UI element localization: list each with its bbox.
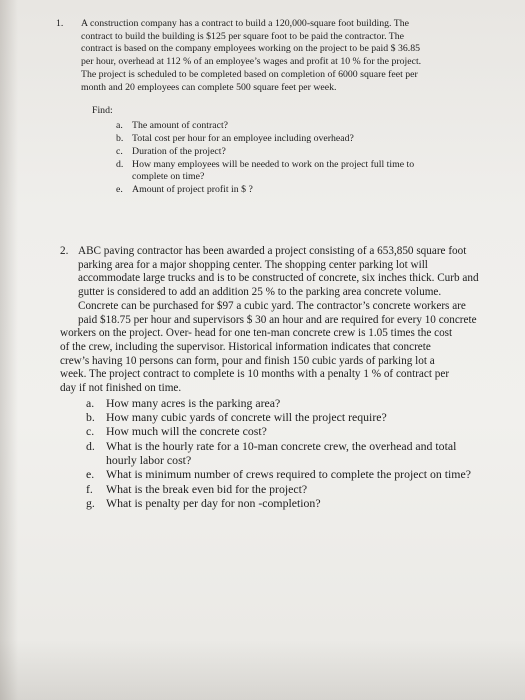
problem-2-line xyxy=(60,245,512,259)
question-item xyxy=(86,439,512,468)
problem-1-text-line: The project is scheduled to be completed based on completion of 6000 square feet per xyxy=(81,68,418,80)
problem-2-text-line: crew’s having 10 persons can form, pour and finish 150 cubic yards of parking lot a xyxy=(60,354,435,367)
question-item xyxy=(116,146,488,159)
problem-2-text-line: workers on the project. Over- head for one ten-man concrete crew is 1.05 times the cost xyxy=(60,327,453,340)
question-item xyxy=(116,120,488,133)
problem-2-text-line: day if not finished on time. xyxy=(60,382,182,395)
question-letter: b. xyxy=(116,133,124,145)
question-item xyxy=(116,184,488,197)
problem-1-text-line: per hour, overhead at 112 % of an employee’s wages and profit at 10 % for the project. xyxy=(81,56,422,68)
question-item xyxy=(86,396,512,410)
page-shadow-bottom xyxy=(0,640,525,700)
question-letter: e. xyxy=(116,184,123,196)
problem-1-text-line: month and 20 employees can complete 500 square feet per week. xyxy=(81,81,337,93)
question-letter: b. xyxy=(86,410,95,425)
question-letter: d. xyxy=(116,158,124,170)
question-text: What is the break even bid for the project? xyxy=(106,481,308,496)
question-text-continued: hourly labor cost? xyxy=(106,452,192,467)
question-text: Amount of project profit in $ ? xyxy=(132,184,253,196)
problem-2-text-line: week. The project contract to complete is 10 months with a penalty 1 % of contract per xyxy=(60,368,450,381)
question-text: How much will the concrete cost? xyxy=(106,424,267,439)
problem-1-number: 1. xyxy=(56,18,64,29)
question-item xyxy=(86,482,512,496)
question-letter: e. xyxy=(86,467,95,482)
question-text: What is the hourly rate for a 10-man concrete crew, the overhead and total xyxy=(106,438,457,453)
question-item xyxy=(116,159,488,185)
question-text: How many employees will be needed to work on the project full time to xyxy=(132,158,415,170)
problem-1-text-line: contract to build the building is $125 per square foot to be paid the contractor. The xyxy=(81,30,405,42)
problem-1-text-line: contract is based on the company employees working on the project to be paid $ 36.85 xyxy=(81,43,420,55)
question-text: Total cost per hour for an employee including overhead? xyxy=(132,133,354,145)
problem-2-text-line: gutter is considered to add an addition 25 % to the parking area concrete volume. xyxy=(78,286,442,299)
question-item xyxy=(86,424,512,438)
question-item xyxy=(116,133,488,146)
find-label: Find: xyxy=(92,105,113,117)
problem-2-text-line: accommodate large trucks and is to be constructed of concrete, six inches thick. Curb and xyxy=(78,272,479,285)
question-text-continued: complete on time? xyxy=(132,171,205,183)
problem-2-text-line: of the crew, including the supervisor. Historical information indicates that concrete xyxy=(60,340,431,353)
question-letter: g. xyxy=(86,495,95,510)
question-text: How many cubic yards of concrete will the project require? xyxy=(106,410,387,425)
problem-2-questions xyxy=(60,396,512,510)
page-shadow-left xyxy=(0,0,18,700)
question-item xyxy=(86,410,512,424)
question-letter: a. xyxy=(86,395,95,410)
problem-1-text-line: A construction company has a contract to build a 120,000-square foot building. The xyxy=(81,18,409,29)
question-letter: c. xyxy=(116,145,123,157)
problem-1 xyxy=(56,18,488,197)
problem-1-questions xyxy=(56,120,488,197)
question-letter: f. xyxy=(86,481,93,496)
question-text: What is penalty per day for non -completion? xyxy=(106,495,321,510)
problem-2-number: 2. xyxy=(60,245,69,257)
problem-2-text-line: parking area for a major shopping center. The shopping center parking lot will xyxy=(78,258,428,271)
problem-1-line xyxy=(56,18,488,31)
problem-2-text-line: Concrete can be purchased for $97 a cubic yard. The contractor’s concrete workers are xyxy=(78,299,466,312)
question-text: What is minimum number of crews required to complete the project on time? xyxy=(106,467,471,482)
question-text: The amount of contract? xyxy=(132,120,229,132)
problem-2-text-line: ABC paving contractor has been awarded a project consisting of a 653,850 square foot xyxy=(78,245,467,257)
problem-2-text-line: paid $18.75 per hour and supervisors $ 30 an hour and are required for every 10 concrete xyxy=(78,313,477,326)
problem-2 xyxy=(60,245,512,510)
question-text: How many acres is the parking area? xyxy=(106,395,281,410)
question-letter: a. xyxy=(116,120,123,132)
question-text: Duration of the project? xyxy=(132,145,226,157)
question-letter: c. xyxy=(86,424,95,439)
question-letter: d. xyxy=(86,438,95,453)
question-item xyxy=(86,496,512,510)
question-item xyxy=(86,467,512,481)
